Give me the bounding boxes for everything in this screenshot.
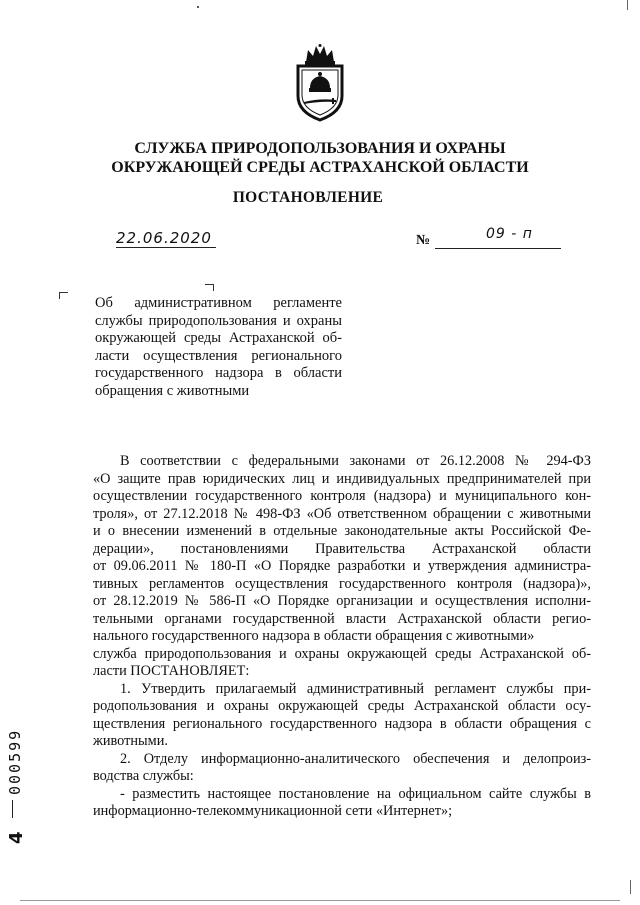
body-line: животными. [93,733,168,749]
body-line: осуществлении государственного контроля (надзора) и муниципального кон- [93,488,591,504]
subject-line: ласти осуществления регионального [95,347,342,364]
body-line: - разместить настоящее постановление на официальном сайте службы в [120,785,591,802]
subject-line: государственного надзора в области [95,365,342,381]
body-line: троля», от 27.12.2018 № 498-ФЗ «Об ответственном обращении с животными [93,505,591,522]
document-body [93,453,591,821]
margin-code-text: 000599 [6,728,24,795]
scan-speck [197,6,199,8]
scan-edge-mark-bottom [630,880,631,894]
body-line: нального государственного надзора в области обращения с животными» [93,628,535,644]
body-line: тивных регламентов осуществления государственного контроля (надзора)», [93,575,591,592]
document-number: 09 - п [486,226,533,242]
document-type: ПОСТАНОВЛЕНИЕ [232,189,384,206]
subject-line: Об административном регламенте [95,295,342,311]
subject-bracket-left [59,292,68,299]
subject-bracket-right [205,284,214,291]
body-line: служба природопользования и охраны окружающей среды Астраханской об- [93,645,591,662]
document-date: 22.06.2020 [116,229,216,248]
body-line: дерации», постановлениями Правительства Астраханской области [93,540,591,557]
document-subject [95,295,342,400]
body-line: водства службы: [93,768,194,784]
margin-registration-code [6,715,26,795]
subject-line: службы природопользования и охраны [95,312,342,329]
body-line: 2. Отделу информационно-аналитического обеспечения и делопроиз- [120,750,591,767]
subject-line: окружающей среды Астраханской об- [95,330,342,346]
scan-edge-mark [627,0,628,10]
number-label: № [416,233,431,248]
body-line: и о внесении изменений в отдельные законодательные акты Российской Фе- [93,523,591,539]
margin-page-mark-text: 4 [6,831,27,844]
body-line: тельными органами государственной власти Астраханской области регио- [93,610,591,627]
astrakhan-coat-of-arms-icon [292,44,348,122]
body-line: от 28.12.2019 № 586-П «О Порядке организации и осуществления исполни- [93,593,591,609]
body-line: ласти ПОСТАНОВЛЯЕТ: [93,663,250,679]
subject-line: обращения с животными [95,382,250,399]
body-line: В соответствии с федеральными законами от 26.12.2008 № 294-ФЗ [120,453,591,469]
org-name-line1: СЛУЖБА ПРИРОДОПОЛЬЗОВАНИЯ И ОХРАНЫ [134,140,506,157]
body-line: ществления регионального государственного надзора в области обращения с [93,715,591,732]
body-line: «О защите прав юридических лиц и индивидуальных предпринимателей при [93,470,591,487]
body-line: 1. Утвердить прилагаемый административный регламент службы при- [120,680,591,697]
number-underline [435,248,561,249]
body-line: от 09.06.2011 № 180-П «О Порядке разработки и утверждения администра- [93,558,591,574]
scan-edge-line [20,900,620,901]
org-name-line2: ОКРУЖАЮЩЕЙ СРЕДЫ АСТРАХАНСКОЙ ОБЛАСТИ [111,159,529,176]
margin-dash [12,800,13,818]
body-line: родопользования и охраны окружающей среды Астраханской области осу- [93,698,591,714]
body-line: информационно-телекоммуникационной сети «Интернет»; [93,803,453,819]
margin-page-mark [2,820,30,860]
